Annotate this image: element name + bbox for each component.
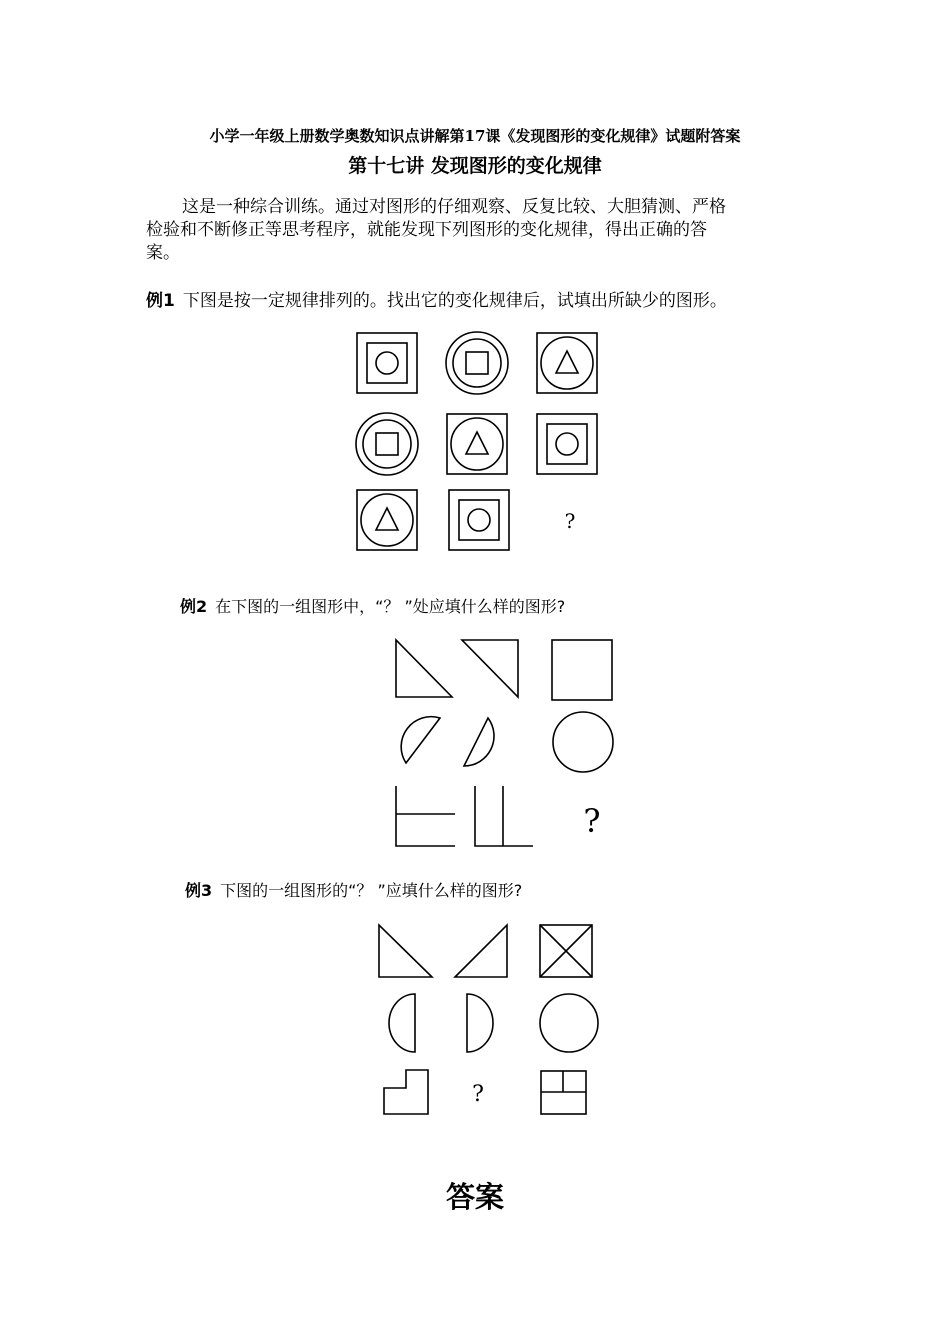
ex3-half-circle-right [467, 994, 493, 1052]
ex1-cell-circle-circle-square [446, 332, 508, 394]
ex3-triangle-right-angle-left [379, 925, 432, 977]
example-3-figure-grid [379, 925, 598, 1114]
ex2-triangle-lower-left [396, 640, 452, 697]
example-3-text: 下图的一组图形的“？ ”应填什么样的图形? [220, 881, 523, 900]
example-1-label: 例1 [146, 291, 175, 311]
ex1-missing-mark: ? [564, 509, 576, 533]
example-3-label: 例3 [185, 881, 213, 900]
ex3-half-circle-left [389, 994, 415, 1052]
document-title: 小学一年级上册数学奥数知识点讲解第17课《发现图形的变化规律》试题附答案 [209, 127, 741, 145]
example-2-figure-grid [396, 640, 613, 846]
ex3-missing-mark: ? [472, 1082, 484, 1107]
ex2-half-circle-right [464, 718, 494, 766]
lesson-title: 第十七讲 发现图形的变化规律 [348, 155, 602, 177]
ex1-cell-circle-circle-square-2 [356, 413, 418, 475]
example-1-text: 下图是按一定规律排列的。找出它的变化规律后，试填出所缺少的图形。 [182, 291, 727, 311]
ex1-cell-square-circle-triangle-3 [357, 490, 417, 550]
intro-line-3: 案。 [146, 243, 180, 263]
example-2-text: 在下图的一组图形中，“？ ”处应填什么样的图形? [215, 597, 566, 616]
ex3-triangle-right-angle-right [455, 925, 507, 977]
ex2-triangle-upper-right [462, 640, 518, 697]
intro-line-2: 检验和不断修正等思考程序，就能发现下列图形的变化规律，得出正确的答 [146, 220, 707, 240]
ex2-missing-mark: ? [583, 802, 601, 840]
answer-heading: 答案 [445, 1180, 504, 1214]
ex2-angle-shape-right [475, 786, 533, 846]
ex3-square-with-diagonals [540, 925, 592, 977]
ex3-divided-square [541, 1071, 586, 1114]
ex2-half-circle-left [401, 717, 440, 763]
example-1-figure-grid [356, 332, 597, 550]
ex2-angle-shape-left [396, 786, 455, 846]
ex1-cell-square-square-circle [357, 333, 417, 393]
example-2-label: 例2 [180, 597, 208, 616]
ex1-cell-square-circle-triangle-2 [447, 414, 507, 474]
ex2-square [552, 640, 612, 700]
ex1-cell-square-square-circle-2 [537, 414, 597, 474]
intro-line-1: 这是一种综合训练。通过对图形的仔细观察、反复比较、大胆猜测、严格 [182, 197, 726, 217]
ex1-cell-square-circle-triangle [537, 333, 597, 393]
ex3-l-shape [384, 1070, 428, 1114]
ex2-circle [553, 712, 613, 772]
ex3-circle [540, 994, 598, 1052]
ex1-cell-square-square-circle-3 [449, 490, 509, 550]
